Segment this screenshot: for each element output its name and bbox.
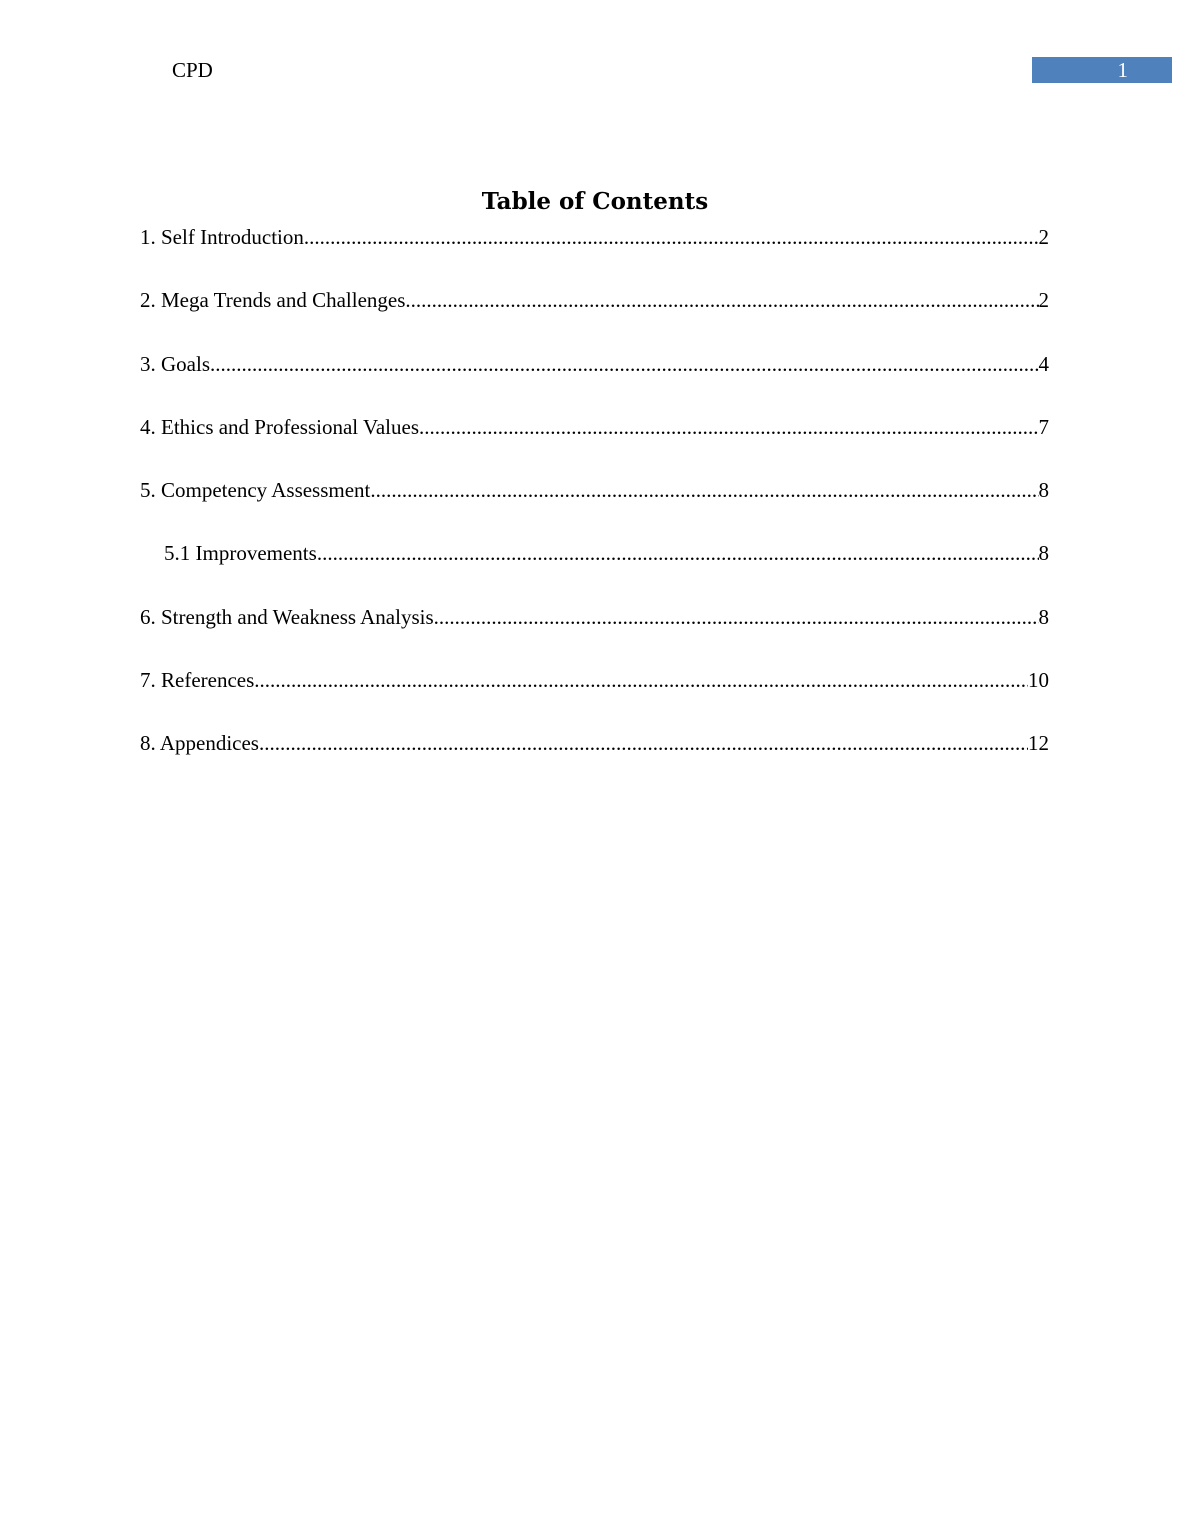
toc-entry-label: 3. Goals [140, 351, 210, 376]
toc-entry-label: 6. Strength and Weakness Analysis [140, 604, 434, 629]
page-number: 1 [1117, 58, 1128, 82]
toc-entry-self-introduction[interactable] [140, 223, 1049, 286]
toc-entry-label: 7. References [140, 668, 255, 693]
toc-entry-references[interactable] [140, 666, 1049, 729]
toc-entry-ethics[interactable] [140, 413, 1049, 476]
toc-dot-leader [317, 539, 1039, 567]
toc-entry-page: 4 [1038, 351, 1049, 376]
toc-entry-page: 12 [1028, 731, 1049, 756]
toc-entry-page: 8 [1038, 541, 1049, 566]
toc-entry-page: 10 [1028, 668, 1049, 693]
page-number-badge [1032, 57, 1172, 83]
table-of-contents [140, 223, 1049, 793]
toc-dot-leader [405, 286, 1038, 314]
toc-dot-leader [304, 223, 1039, 251]
toc-entry-page: 2 [1038, 288, 1049, 313]
toc-entry-label: 5. Competency Assessment [140, 478, 371, 503]
running-header-title: CPD [172, 58, 213, 82]
toc-entry-label: 4. Ethics and Professional Values [140, 414, 419, 439]
toc-dot-leader [419, 413, 1039, 441]
toc-title: Table of Contents [481, 188, 709, 215]
toc-dot-leader [210, 350, 1039, 378]
toc-entry-mega-trends[interactable] [140, 286, 1049, 349]
toc-entry-page: 2 [1038, 225, 1049, 249]
toc-entry-page: 7 [1038, 414, 1049, 439]
toc-entry-label: 5.1 Improvements [164, 541, 317, 566]
toc-dot-leader [370, 476, 1038, 504]
toc-entry-label: 8. Appendices [140, 731, 259, 756]
toc-entry-competency-assessment[interactable] [140, 476, 1049, 539]
toc-dot-leader [434, 603, 1039, 631]
toc-dot-leader [254, 666, 1028, 694]
toc-dot-leader [259, 729, 1028, 757]
toc-entry-strength-weakness[interactable] [140, 603, 1049, 666]
toc-entry-goals[interactable] [140, 350, 1049, 413]
toc-entry-improvements[interactable] [140, 539, 1049, 602]
toc-entry-appendices[interactable] [140, 729, 1049, 792]
toc-entry-page: 8 [1038, 604, 1049, 629]
toc-entry-label: 1. Self Introduction [140, 225, 304, 249]
toc-entry-page: 8 [1038, 478, 1049, 503]
toc-entry-label: 2. Mega Trends and Challenges [140, 288, 406, 313]
